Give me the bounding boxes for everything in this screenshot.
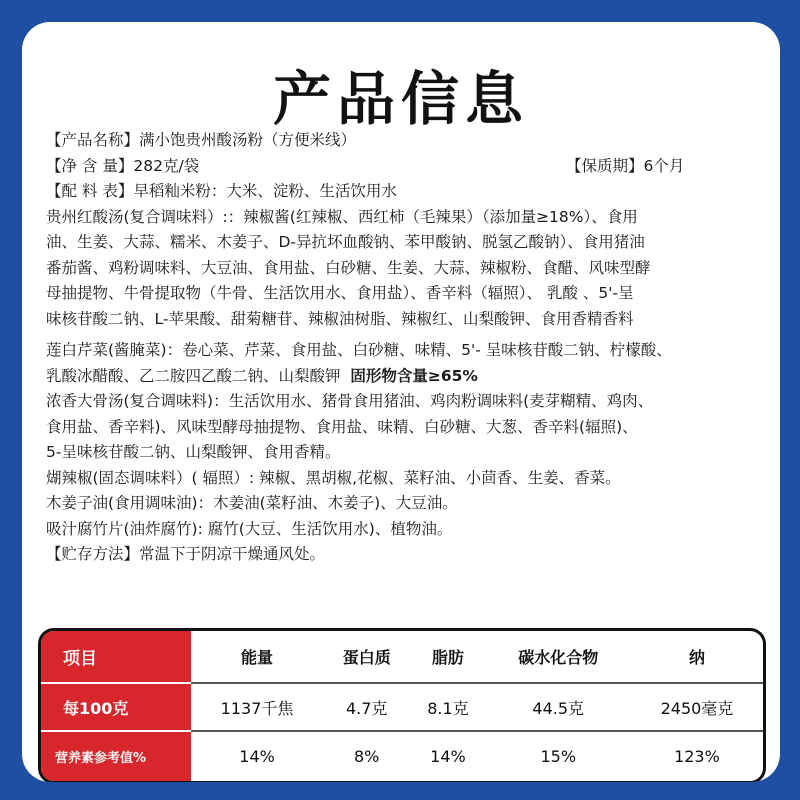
bone-soup-line: 5-呈味核苷酸二钠、山梨酸钾、食用香精。 (46, 443, 341, 461)
bone-soup-line: 食用盐、香辛料)、风味型酵母抽提物、食用盐、味精、白砂糖、大葱、香辛料(辐照)、 (46, 417, 638, 436)
product-name-line (46, 128, 766, 154)
table-row (41, 731, 763, 781)
nrv-sodium: 123% (674, 747, 720, 767)
net-content-line (46, 154, 766, 180)
storage-line (46, 542, 766, 568)
veg-line-text: 乳酸冰醋酸、乙二胺四乙酸二钠、山梨酸钾 (46, 366, 341, 385)
per100-fat: 8.1克 (410, 683, 485, 732)
nrv-carbohydrate: 15% (540, 747, 577, 767)
product-name-label: 【产品名称】 (46, 131, 140, 149)
header-sodium: 纳 (631, 631, 763, 683)
soup-line: 贵州红酸汤(复合调味料）:：辣椒酱(红辣椒、西红柿（毛辣果）（添加量≥18%）、食用 (46, 207, 638, 226)
header-carbohydrate: 碳水化合物 (486, 631, 631, 683)
shelf-life-value: 6个月 (643, 156, 685, 175)
header-item: 项目 (41, 631, 191, 683)
per100-carbohydrate: 44.5克 (486, 683, 631, 732)
shelf-life (566, 154, 684, 180)
product-info-card (22, 22, 780, 782)
page-title: 产品信息 (272, 65, 529, 133)
product-name-value: 满小饱贵州酸汤粉（方便米线） (139, 131, 357, 149)
ingredients-line (46, 179, 766, 205)
soup-line: 味核苷酸二钠、L-苹果酸、甜菊糖苷、辣椒油树脂、辣椒红、山梨酸钾、食用香精香料 (46, 309, 634, 328)
nrv-label: 营养素参考值% (41, 731, 191, 781)
nrv-fat: 14% (430, 747, 466, 767)
net-content-value: 282克/袋 (133, 156, 200, 175)
header-protein: 蛋白质 (323, 631, 410, 683)
per100-sodium: 2450毫克 (631, 683, 763, 732)
veg-line-2 (46, 364, 766, 390)
mujiangzi-oil-line: 木姜子油(食用调味油)：木姜油(菜籽油、木姜子)、大豆油。 (46, 494, 458, 512)
soup-line: 油、生姜、大蒜、糯米、木姜子、D-异抗坏血酸钠、苯甲酸钠、脱氢乙酸钠）、食用猪油 (46, 233, 645, 251)
veg-line: 莲白芹菜(酱腌菜)：卷心菜、芹菜、食用盐、白砂糖、味精、5'- 呈味核苷酸二钠、柠檬酸、 (46, 341, 672, 359)
info-text-block (46, 128, 766, 568)
chili-line: 煳辣椒(固态调味料）( 辐照）: 辣椒、黑胡椒,花椒、菜籽油、小茴香、生姜、香菜。 (46, 468, 621, 487)
table-row (41, 683, 763, 732)
net-content-label: 【净 含 量】 (46, 156, 134, 175)
soup-line: 番茄酱、鸡粉调味料、大豆油、食用盐、白砂糖、生姜、大蒜、辣椒粉、食醋、风味型酵 (46, 258, 651, 277)
tofu-skin-line: 吸汁腐竹片(油炸腐竹): 腐竹(大豆、生活饮用水)、植物油。 (46, 519, 453, 538)
storage-value: 常温下于阴凉干燥通风处。 (139, 545, 326, 563)
per100-label: 每100克 (41, 683, 191, 732)
storage-label: 【贮存方法】 (46, 545, 140, 563)
bone-soup-line: 浓香大骨汤(复合调味料)：生活饮用水、猪骨食用猪油、鸡肉粉调味料(麦芽糊精、鸡肉、 (46, 392, 654, 410)
nutrition-table (38, 628, 766, 782)
header-fat: 脂肪 (410, 631, 485, 683)
shelf-life-label: 【保质期】 (566, 156, 644, 175)
soup-line: 母抽提物、牛骨提取物（牛骨、生活饮用水、食用盐）、香辛料（辐照）、 乳酸 、5'-呈 (46, 284, 634, 302)
nrv-energy: 14% (239, 747, 275, 767)
nutrition-header-row (41, 631, 763, 683)
per100-protein: 4.7克 (323, 683, 410, 732)
nrv-protein: 8% (354, 747, 380, 767)
per100-energy: 1137千焦 (191, 683, 323, 732)
header-energy: 能量 (191, 631, 323, 683)
ingredients-value: 早稻籼米粉：大米、淀粉、生活饮用水 (133, 182, 397, 200)
ingredients-label: 【配 料 表】 (46, 182, 134, 200)
solid-content: 固形物含量≥65% (350, 366, 478, 385)
